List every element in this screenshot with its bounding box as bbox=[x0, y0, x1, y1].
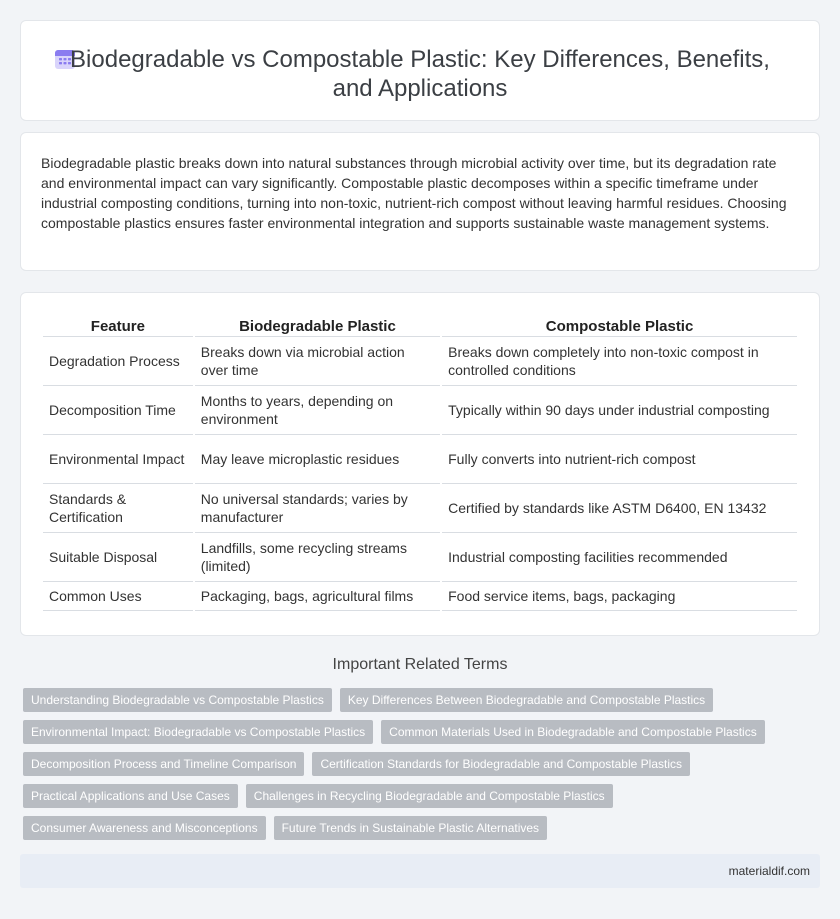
related-term-tag[interactable]: Practical Applications and Use Cases bbox=[23, 784, 238, 808]
biodegradable-cell: Breaks down via microbial action over time bbox=[195, 337, 440, 386]
table-row bbox=[43, 386, 797, 435]
feature-cell: Standards & Certification bbox=[43, 484, 193, 533]
related-term-tag[interactable]: Key Differences Between Biodegradable and Compostable Plastics bbox=[340, 688, 713, 712]
related-term-tag[interactable]: Certification Standards for Biodegradable and Compostable Plastics bbox=[312, 752, 690, 776]
intro-paragraph: Biodegradable plastic breaks down into natural substances through microbial activity over time, but its degradation rate and environmental impact can vary significantly. Compostable plastic decomposes within a specific timeframe under industrial composting conditions, turning into non-toxic, nutrient-rich compost without leaving harmful residues. Choosing compostable plastics ensures faster environmental integration and supports sustainable waste management systems. bbox=[41, 155, 787, 231]
compostable-cell: Food service items, bags, packaging bbox=[442, 582, 797, 611]
comparison-table-card bbox=[20, 292, 820, 636]
compostable-cell: Industrial composting facilities recommended bbox=[442, 533, 797, 582]
intro-card bbox=[20, 132, 820, 271]
feature-cell: Suitable Disposal bbox=[43, 533, 193, 582]
compostable-cell: Certified by standards like ASTM D6400, EN 13432 bbox=[442, 484, 797, 533]
related-terms-heading: Important Related Terms bbox=[332, 656, 508, 673]
table-row bbox=[43, 484, 797, 533]
compostable-cell: Typically within 90 days under industrial composting bbox=[442, 386, 797, 435]
related-term-tag[interactable]: Common Materials Used in Biodegradable and Compostable Plastics bbox=[381, 720, 765, 744]
related-term-tag[interactable]: Future Trends in Sustainable Plastic Alternatives bbox=[274, 816, 547, 840]
feature-cell: Environmental Impact bbox=[43, 435, 193, 484]
page-title bbox=[21, 45, 819, 103]
related-term-tag[interactable]: Challenges in Recycling Biodegradable and Compostable Plastics bbox=[246, 784, 613, 808]
footer bbox=[20, 854, 820, 888]
feature-cell: Degradation Process bbox=[43, 337, 193, 386]
biodegradable-cell: May leave microplastic residues bbox=[195, 435, 440, 484]
related-terms-list bbox=[23, 688, 783, 840]
table-row bbox=[43, 582, 797, 611]
biodegradable-cell: Packaging, bags, agricultural films bbox=[195, 582, 440, 611]
table-row bbox=[43, 435, 797, 484]
feature-cell: Common Uses bbox=[43, 582, 193, 611]
header-feature: Feature bbox=[43, 315, 193, 337]
title-card bbox=[20, 20, 820, 121]
header-compostable: Compostable Plastic bbox=[442, 315, 797, 337]
table-header-row bbox=[43, 315, 797, 337]
compostable-cell: Fully converts into nutrient-rich compost bbox=[442, 435, 797, 484]
header-biodegradable: Biodegradable Plastic bbox=[195, 315, 440, 337]
compostable-cell: Breaks down completely into non-toxic compost in controlled conditions bbox=[442, 337, 797, 386]
biodegradable-cell: Landfills, some recycling streams (limited) bbox=[195, 533, 440, 582]
biodegradable-cell: No universal standards; varies by manufacturer bbox=[195, 484, 440, 533]
related-term-tag[interactable]: Consumer Awareness and Misconceptions bbox=[23, 816, 266, 840]
table-row bbox=[43, 533, 797, 582]
comparison-table bbox=[41, 315, 799, 611]
page-title-text: Biodegradable vs Compostable Plastic: Key Differences, Benefits, and Applications bbox=[70, 46, 770, 102]
related-term-tag[interactable]: Environmental Impact: Biodegradable vs Compostable Plastics bbox=[23, 720, 373, 744]
footer-site-link[interactable]: materialdif.com bbox=[728, 864, 810, 878]
feature-cell: Decomposition Time bbox=[43, 386, 193, 435]
related-term-tag[interactable]: Decomposition Process and Timeline Comparison bbox=[23, 752, 304, 776]
biodegradable-cell: Months to years, depending on environment bbox=[195, 386, 440, 435]
related-term-tag[interactable]: Understanding Biodegradable vs Compostable Plastics bbox=[23, 688, 332, 712]
table-row bbox=[43, 337, 797, 386]
